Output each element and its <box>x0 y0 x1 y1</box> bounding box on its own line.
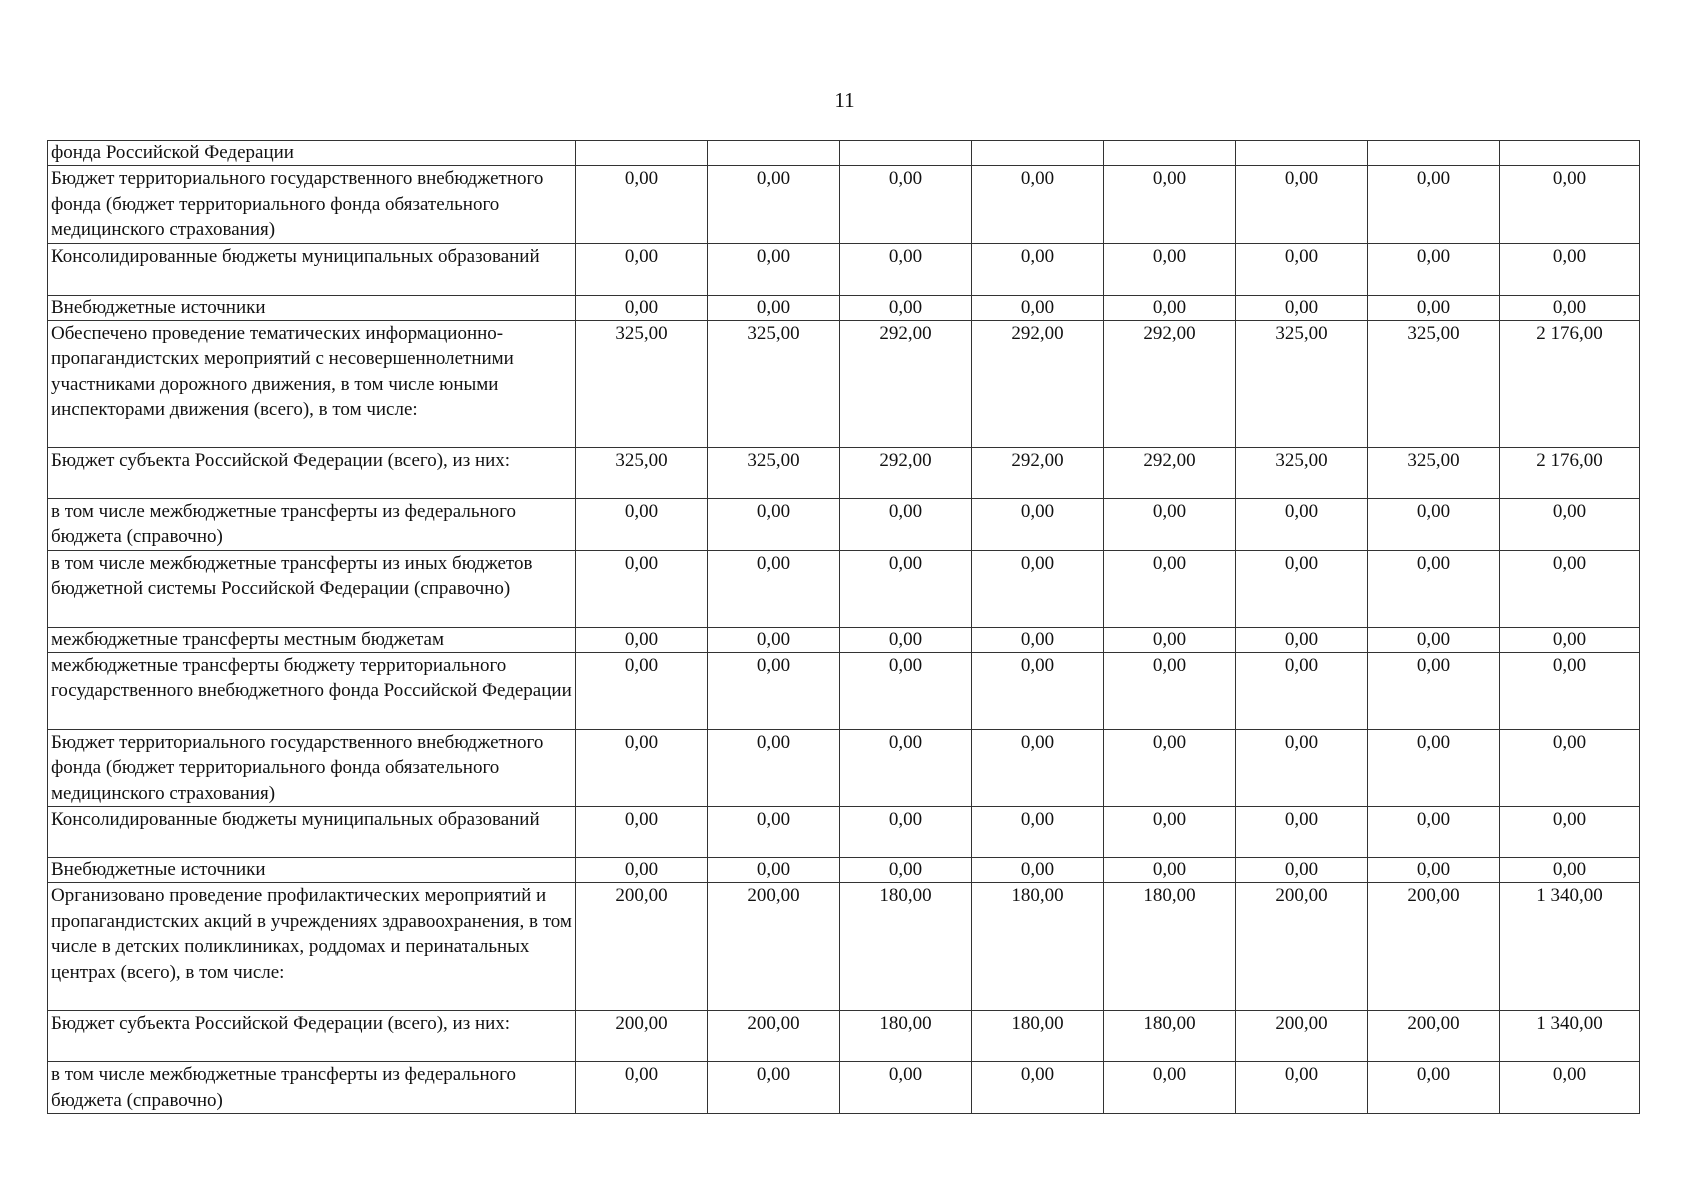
value-cell: 0,00 <box>840 807 972 858</box>
value-cell: 325,00 <box>1368 320 1500 447</box>
value-cell: 292,00 <box>1104 447 1236 498</box>
row-label: фонда Российской Федерации <box>48 141 576 166</box>
row-label: в том числе межбюджетные трансферты из федерального бюджета (справочно) <box>48 1062 576 1114</box>
value-cell: 0,00 <box>972 498 1104 550</box>
value-cell: 0,00 <box>840 550 972 627</box>
row-label: в том числе межбюджетные трансферты из федерального бюджета (справочно) <box>48 498 576 550</box>
value-cell: 0,00 <box>708 498 840 550</box>
value-cell: 0,00 <box>972 243 1104 295</box>
value-cell: 180,00 <box>1104 883 1236 1011</box>
value-cell <box>1368 141 1500 166</box>
row-label: Бюджет субъекта Российской Федерации (всего), из них: <box>48 447 576 498</box>
row-label: Бюджет субъекта Российской Федерации (всего), из них: <box>48 1011 576 1062</box>
row-label: межбюджетные трансферты местным бюджетам <box>48 627 576 652</box>
value-cell: 200,00 <box>1236 1011 1368 1062</box>
value-cell: 0,00 <box>708 243 840 295</box>
value-cell <box>1104 141 1236 166</box>
total-cell: 1 340,00 <box>1500 883 1640 1011</box>
value-cell: 200,00 <box>1368 883 1500 1011</box>
row-label: Обеспечено проведение тематических информационно-пропагандистских мероприятий с несовершеннолетними участниками дорожного движения, в том числе юными инспекторами движения (всего), в том числе: <box>48 320 576 447</box>
value-cell: 0,00 <box>1368 652 1500 729</box>
total-cell: 0,00 <box>1500 166 1640 244</box>
value-cell: 180,00 <box>840 1011 972 1062</box>
table-row <box>48 652 1640 729</box>
value-cell: 0,00 <box>1104 295 1236 320</box>
value-cell: 0,00 <box>1236 550 1368 627</box>
value-cell: 0,00 <box>708 550 840 627</box>
value-cell: 0,00 <box>1236 1062 1368 1114</box>
total-cell: 0,00 <box>1500 498 1640 550</box>
value-cell: 0,00 <box>1104 807 1236 858</box>
value-cell: 0,00 <box>972 807 1104 858</box>
value-cell: 0,00 <box>1368 1062 1500 1114</box>
value-cell: 0,00 <box>1236 652 1368 729</box>
total-cell <box>1500 141 1640 166</box>
value-cell: 0,00 <box>1368 550 1500 627</box>
value-cell: 200,00 <box>1236 883 1368 1011</box>
value-cell: 0,00 <box>576 550 708 627</box>
table-row <box>48 141 1640 166</box>
table-row <box>48 550 1640 627</box>
value-cell: 0,00 <box>972 295 1104 320</box>
value-cell: 325,00 <box>1368 447 1500 498</box>
total-cell: 0,00 <box>1500 243 1640 295</box>
value-cell: 0,00 <box>576 295 708 320</box>
value-cell: 0,00 <box>708 166 840 244</box>
value-cell: 292,00 <box>972 447 1104 498</box>
value-cell: 200,00 <box>708 1011 840 1062</box>
value-cell: 292,00 <box>1104 320 1236 447</box>
value-cell: 0,00 <box>1236 498 1368 550</box>
value-cell: 0,00 <box>1236 243 1368 295</box>
table-row <box>48 166 1640 244</box>
value-cell: 0,00 <box>576 498 708 550</box>
value-cell: 0,00 <box>840 498 972 550</box>
value-cell: 0,00 <box>840 166 972 244</box>
table-row <box>48 627 1640 652</box>
value-cell: 0,00 <box>576 858 708 883</box>
value-cell <box>1236 141 1368 166</box>
budget-table <box>47 140 1640 1114</box>
value-cell: 0,00 <box>1368 498 1500 550</box>
value-cell: 200,00 <box>1368 1011 1500 1062</box>
total-cell: 0,00 <box>1500 807 1640 858</box>
table-body <box>48 141 1640 1114</box>
value-cell: 180,00 <box>840 883 972 1011</box>
value-cell: 0,00 <box>1104 858 1236 883</box>
table-row <box>48 243 1640 295</box>
value-cell: 0,00 <box>1368 295 1500 320</box>
table-row <box>48 498 1640 550</box>
value-cell: 0,00 <box>1104 729 1236 807</box>
value-cell: 325,00 <box>576 320 708 447</box>
row-label: в том числе межбюджетные трансферты из иных бюджетов бюджетной системы Российской Федерации (справочно) <box>48 550 576 627</box>
value-cell <box>708 141 840 166</box>
value-cell: 0,00 <box>708 652 840 729</box>
value-cell: 0,00 <box>972 652 1104 729</box>
total-cell: 0,00 <box>1500 652 1640 729</box>
value-cell: 0,00 <box>708 729 840 807</box>
total-cell: 0,00 <box>1500 627 1640 652</box>
value-cell: 0,00 <box>1368 807 1500 858</box>
value-cell: 0,00 <box>1236 729 1368 807</box>
value-cell: 0,00 <box>1104 550 1236 627</box>
table-row <box>48 320 1640 447</box>
value-cell <box>972 141 1104 166</box>
value-cell: 0,00 <box>972 627 1104 652</box>
value-cell: 0,00 <box>1368 729 1500 807</box>
value-cell: 0,00 <box>1104 166 1236 244</box>
total-cell: 0,00 <box>1500 858 1640 883</box>
table-row <box>48 1062 1640 1114</box>
table-row <box>48 447 1640 498</box>
total-cell: 0,00 <box>1500 550 1640 627</box>
value-cell: 0,00 <box>708 627 840 652</box>
table-row <box>48 858 1640 883</box>
total-cell: 1 340,00 <box>1500 1011 1640 1062</box>
total-cell: 0,00 <box>1500 729 1640 807</box>
row-label: Бюджет территориального государственного внебюджетного фонда (бюджет территориального фонда обязательного медицинского страхования) <box>48 729 576 807</box>
total-cell: 2 176,00 <box>1500 447 1640 498</box>
value-cell: 0,00 <box>840 243 972 295</box>
page-number: 11 <box>834 88 855 112</box>
value-cell: 0,00 <box>708 807 840 858</box>
value-cell: 325,00 <box>708 447 840 498</box>
row-label: Консолидированные бюджеты муниципальных образований <box>48 807 576 858</box>
row-label: Внебюджетные источники <box>48 858 576 883</box>
value-cell: 292,00 <box>840 320 972 447</box>
row-label: Внебюджетные источники <box>48 295 576 320</box>
value-cell: 325,00 <box>1236 320 1368 447</box>
value-cell: 0,00 <box>1236 807 1368 858</box>
row-label: Организовано проведение профилактических мероприятий и пропагандистских акций в учреждениях здравоохранения, в том числе в детских поликлиниках, роддомах и перинатальных центрах (всего), в том числе: <box>48 883 576 1011</box>
value-cell <box>576 141 708 166</box>
value-cell: 0,00 <box>1368 166 1500 244</box>
value-cell: 325,00 <box>708 320 840 447</box>
value-cell: 0,00 <box>972 166 1104 244</box>
value-cell: 292,00 <box>840 447 972 498</box>
value-cell: 0,00 <box>1104 627 1236 652</box>
value-cell: 0,00 <box>576 652 708 729</box>
value-cell: 180,00 <box>972 1011 1104 1062</box>
value-cell: 0,00 <box>1104 243 1236 295</box>
value-cell: 0,00 <box>840 858 972 883</box>
value-cell: 0,00 <box>972 858 1104 883</box>
value-cell: 0,00 <box>576 807 708 858</box>
value-cell: 0,00 <box>576 243 708 295</box>
value-cell: 0,00 <box>840 627 972 652</box>
total-cell: 0,00 <box>1500 295 1640 320</box>
value-cell: 0,00 <box>1104 652 1236 729</box>
value-cell: 0,00 <box>1368 243 1500 295</box>
value-cell: 180,00 <box>1104 1011 1236 1062</box>
value-cell: 325,00 <box>576 447 708 498</box>
table-row <box>48 807 1640 858</box>
value-cell: 0,00 <box>1104 1062 1236 1114</box>
value-cell: 0,00 <box>708 295 840 320</box>
value-cell: 0,00 <box>708 858 840 883</box>
value-cell: 0,00 <box>576 166 708 244</box>
value-cell: 0,00 <box>576 729 708 807</box>
value-cell: 0,00 <box>972 550 1104 627</box>
total-cell: 2 176,00 <box>1500 320 1640 447</box>
value-cell: 292,00 <box>972 320 1104 447</box>
value-cell: 0,00 <box>840 729 972 807</box>
table-row <box>48 1011 1640 1062</box>
value-cell: 0,00 <box>576 1062 708 1114</box>
value-cell: 0,00 <box>840 1062 972 1114</box>
value-cell: 0,00 <box>972 729 1104 807</box>
value-cell: 0,00 <box>708 1062 840 1114</box>
value-cell: 0,00 <box>972 1062 1104 1114</box>
table-row <box>48 883 1640 1011</box>
value-cell: 0,00 <box>1236 166 1368 244</box>
table-row <box>48 729 1640 807</box>
value-cell: 200,00 <box>576 883 708 1011</box>
row-label: Бюджет территориального государственного внебюджетного фонда (бюджет территориального фонда обязательного медицинского страхования) <box>48 166 576 244</box>
value-cell <box>840 141 972 166</box>
value-cell: 0,00 <box>1236 858 1368 883</box>
value-cell: 0,00 <box>1368 627 1500 652</box>
value-cell: 0,00 <box>840 295 972 320</box>
value-cell: 0,00 <box>840 652 972 729</box>
total-cell: 0,00 <box>1500 1062 1640 1114</box>
value-cell: 0,00 <box>1368 858 1500 883</box>
value-cell: 0,00 <box>1236 295 1368 320</box>
value-cell: 0,00 <box>576 627 708 652</box>
row-label: межбюджетные трансферты бюджету территориального государственного внебюджетного фонда Российской Федерации <box>48 652 576 729</box>
value-cell: 325,00 <box>1236 447 1368 498</box>
value-cell: 200,00 <box>576 1011 708 1062</box>
row-label: Консолидированные бюджеты муниципальных образований <box>48 243 576 295</box>
value-cell: 0,00 <box>1236 627 1368 652</box>
value-cell: 180,00 <box>972 883 1104 1011</box>
value-cell: 0,00 <box>1104 498 1236 550</box>
table-row <box>48 295 1640 320</box>
value-cell: 200,00 <box>708 883 840 1011</box>
